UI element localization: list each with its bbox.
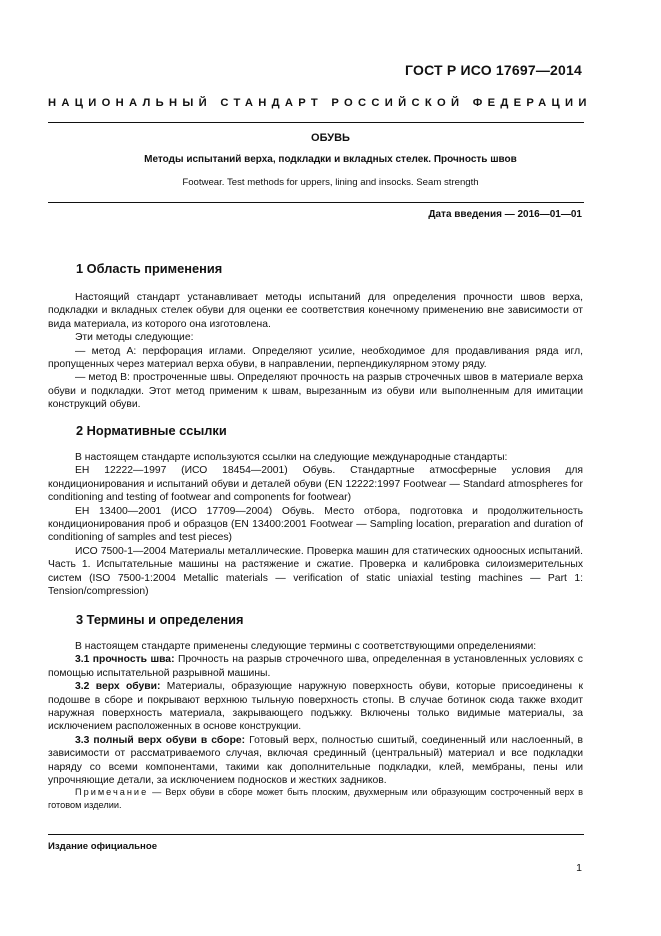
footer-divider — [48, 834, 584, 835]
section-3-heading: 3 Термины и определения — [76, 612, 244, 627]
title-divider — [48, 202, 584, 203]
document-title: ОБУВЬ — [311, 132, 350, 144]
note — [48, 786, 583, 812]
note-text: — Верх обуви в сборе может быть плоским, двухмерным или образующим состроченный верх в готовом изделии. — [48, 787, 583, 810]
document-subtitle: Методы испытаний верха, подкладки и вкладных стелек. Прочность швов — [144, 154, 517, 165]
term-complete-upper — [48, 734, 583, 788]
section-1-paragraph: Эти методы следующие: — [75, 332, 194, 344]
section-3-body — [48, 640, 583, 787]
section-1-method-b: — метод В: простроченные швы. Определяют прочность на разрыв строчечных швов в материале верха обуви и подкладки. Этот метод применим к швам, вырезанным из обуви или выполненным для имитации конструкций обуви. — [48, 372, 583, 411]
section-1-body — [48, 291, 583, 412]
national-standard-banner: НАЦИОНАЛЬНЫЙ СТАНДАРТ РОССИЙСКОЙ ФЕДЕРАЦИИ — [48, 97, 592, 109]
term-definition: Готовый верх, полностью сшитый, соединенный или наслоенный, в зависимости от рассматриваемого случая, включая срединный (центральный) материал и все подкладки наряду со всеми компонентами, такими как дополнительные подкладки, клей, мембраны, пены или упрочняющие детали, за исключением подносков и жестких задников. — [48, 734, 584, 787]
english-title: Footwear. Test methods for uppers, lining and insocks. Seam strength — [182, 177, 479, 188]
term-label: 3.3 полный верх обуви в сборе: — [75, 734, 246, 746]
term-upper — [48, 680, 583, 734]
header-divider — [48, 122, 584, 123]
introduction-date: Дата введения — 2016—01—01 — [428, 209, 582, 220]
section-3-paragraph: В настоящем стандарте применены следующие термины с соответствующими определениями: — [75, 641, 537, 652]
reference-en-12222: ЕН 12222—1997 (ИСО 18454—2001) Обувь. Стандартные атмосферные условия для кондиционирования и испытаний обуви и деталей обуви (EN 12222:1997 Footwear — Standard atmospheres for conditioning and testing of footwear and components for footwear) — [48, 465, 583, 504]
page-number: 1 — [576, 862, 582, 874]
reference-en-13400: ЕН 13400—2001 (ИСО 17709—2004) Обувь. Место отбора, подготовка и продолжительность кондиционирования проб и образцов (EN 13400:2001 Footwear — Sampling location, preparation and duration of conditioning of samples and test pieces) — [48, 505, 583, 544]
reference-iso-7500: ИСО 7500-1—2004 Материалы металлические. Проверка машин для статических одноосных испытаний. Часть 1. Испытательные машины на растяжение и сжатие. Проверка и калибровка силоизмерительных систем (ISO 7500-1:2004 Metallic materials — verification of static uniaxial testing machines — Part 1: Tension/compression) — [48, 545, 583, 598]
note-label: Примечание — [75, 787, 149, 797]
term-label: 3.2 верх обуви: — [75, 681, 161, 693]
term-label: 3.1 прочность шва: — [75, 654, 175, 666]
term-seam-strength — [48, 653, 583, 680]
document-id: ГОСТ Р ИСО 17697—2014 — [405, 62, 582, 78]
section-2-paragraph: В настоящем стандарте используются ссылки на следующие международные стандарты: — [75, 452, 508, 463]
section-2-heading: 2 Нормативные ссылки — [76, 423, 227, 438]
edition-label: Издание официальное — [48, 841, 158, 852]
section-1-method-a: — метод А: перфорация иглами. Определяют усилие, необходимое для продавливания ряда игл, пропущенных через материал верха обуви, в направлении, перпендикулярном этому ряду. — [48, 345, 583, 371]
section-1-heading: 1 Область применения — [76, 261, 223, 276]
term-definition: Прочность на разрыв строчечного шва, определенная в установленных условиях с помощью испытательной разрывной машины. — [48, 654, 583, 679]
section-1-paragraph: Настоящий стандарт устанавливает методы испытаний для определения прочности швов верха, подкладки и вкладных стелек обуви для оценки ее соответствия конечному применению вне зависимости от вида материала, из которого она изготовлена. — [48, 292, 583, 330]
term-definition: Материалы, образующие наружную поверхность обуви, которые присоединены к подошве в сборе и покрывают верхнюю тыльную поверхность стопы. В случае ботинок сюда также входит наружная поверхность материала, закрывающего подъжку. Включены только видимые материалы, за исключением расположенных в основе конструкции. — [48, 681, 583, 733]
section-2-body — [48, 451, 583, 598]
